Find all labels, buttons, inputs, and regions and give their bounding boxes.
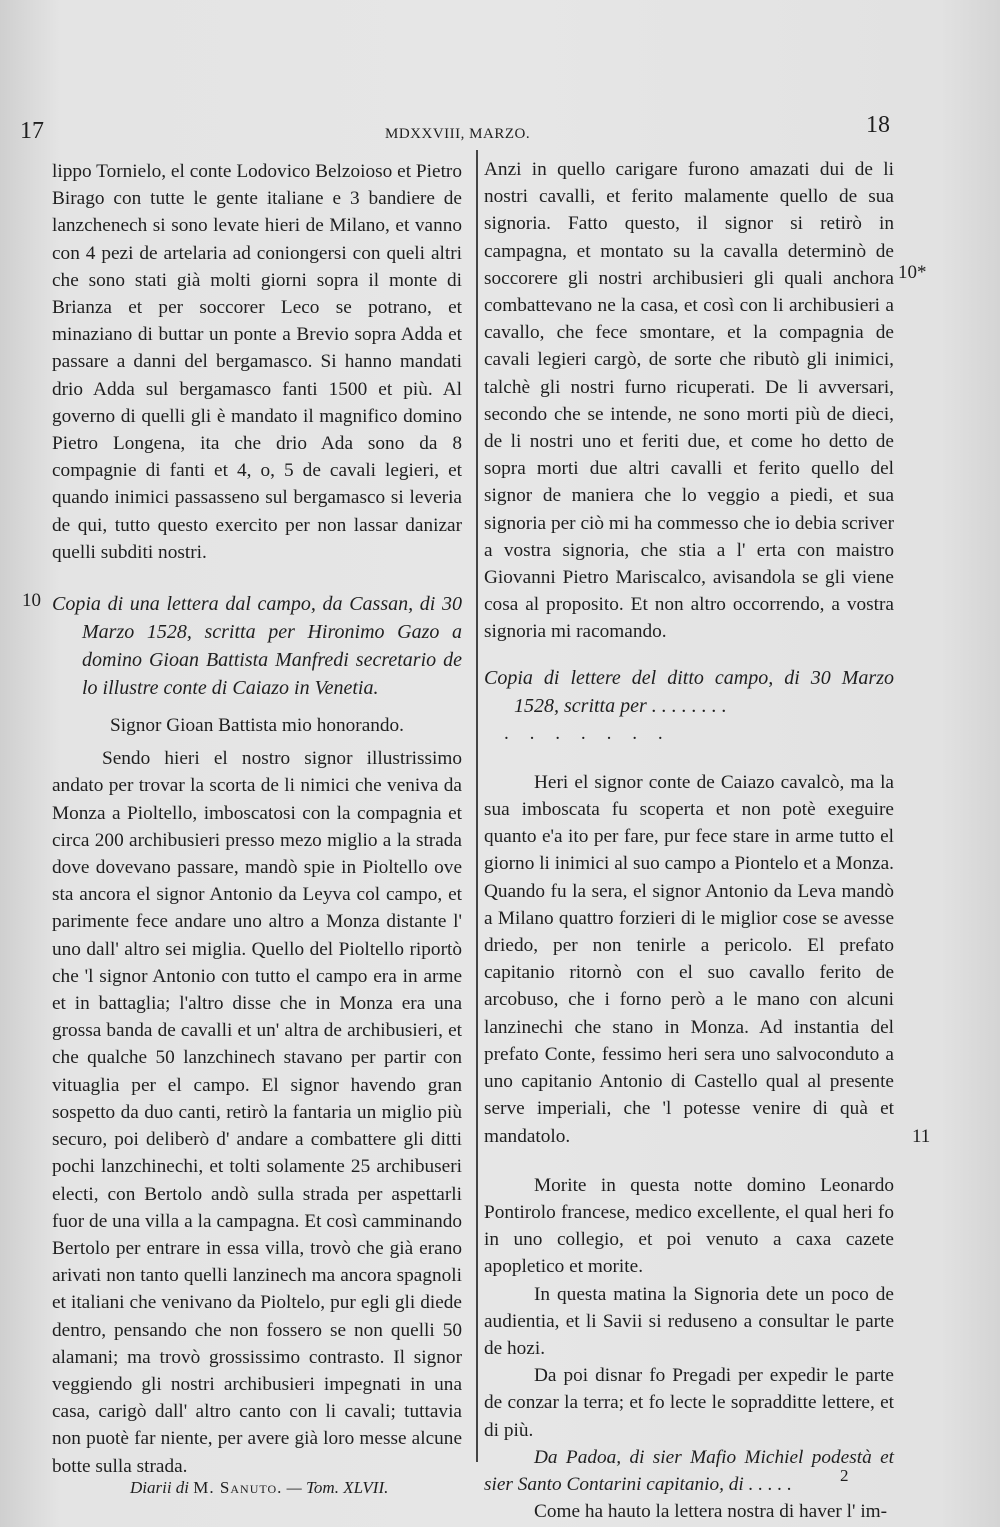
left-column (52, 158, 462, 1480)
footer-dash: — (286, 1478, 302, 1497)
paragraph: Anzi in quello carigare furono amazati dui de li nostri cavalli, et ferito malamente quello de sua signoria. Fatto questo, il signor si retirò in campagna, et montato su la cavalla determinò de soccorere gli nostri archibusieri gli quali anchora combattevano ne la casa, et così con li archibusieri a cavallo, che fece smontare, et la compagnia de cavali legieri cargò, de sorte che ributò gli inimici, talchè gli nostri furno ricuperati. De li avversari, secondo che se intende, ne sono morti più de dieci, de li nostri uno et feriti due, et come ho detto de sopra morti due altri cavalli et ferito quello del signor de maniera che lo veggio a piedi, et sua signoria per ciò mi ha commesso che io debia scriver a vostra signoria, che stia a l' erta con maistro Giovanni Pietro Mariscalco, avisandola se gli viene cosa al proposito. Et non altro occorrendo, a vostra signoria mi racomando. (484, 159, 894, 643)
letter-heading: Copia di lettere del ditto campo, di 30 Marzo 1528, scritta per . . . . . . . . (484, 666, 894, 717)
margin-number-right-11: 11 (912, 1126, 931, 1147)
salutation: Signor Gioan Battista mio honorando. (109, 715, 404, 737)
signature-mark: 2 (840, 1466, 849, 1485)
paragraph: Sendo hieri el nostro signor illustrissimo andato per trovar la scorta de li nimici che veniva da Monza a Pioltello, imboscatosi con la compagnia et circa 200 archibusieri presso mezo miglio a la strada dove dovevano passare, mandò spie in Pioltello ove sta ancora el signor Antonio da Leyva col campo, et parimente fece andare uno altro a Monza distante l' uno dall' altro sei miglia. Quello del Pioltello riportò che 'l signor Antonio con tutto el campo era in arme et in battaglia; l'altro disse che in Monza era una grossa banda de cavalli et un' altra de archibusieri, et che qualche 50 lanzchinech stavano per partir con vituaglia per el campo. El signor havendo gran sospetto da duo canti, retirò la fantaria un miglio più securo, poi deliberò d' andare a combattere gli ditti pochi lanzchinechi, et tolti solamente 25 archibuseri electi, con Bertolo andò sulla strada per aspettarli fuor de una villa a la campagna. Et così camminando Bertolo per entrare in essa villa, trovò che già erano arivati non tanto quelli lanzinech ma ancora spagnoli et italiani che venivano da Pioltelo, pur egli gli diede dentro, pensando che non fossero se non quelli 50 alamani; ma trovò grossissimo contrasto. Il signor veggiendo gli nostri archibusieri impegnati in una casa, carigò dall' altro canto con li cavali; tuttavia non puotè far niente, per avere già loro messe alcune botte sulla strada. (52, 748, 462, 1477)
footer-volume: Tom. XLVII. (306, 1478, 389, 1497)
paragraph: In questa matina la Signoria dete un poco de audientia, et li Savii si reduseno a consultar le parte de hozi. (484, 1283, 894, 1359)
footer-title: Diarii di (130, 1478, 190, 1497)
paragraph: lippo Tornielo, el conte Lodovico Belzoioso et Pietro Birago con tutte le gente italiane e 3 bandiere de lanzchenech si sono levate hieri de Milano, et vanno con 4 pezi de artelaria ad coniongersi con queli altri che sono stati già molti giorni sopra il monte di Brianza et per soccorer Leco se potrano, et minaziano di buttar un ponte a Brevio sopra Adda et passare a danni del bergamasco. Si hanno mandati drio Adda sul bergamasco fanti 1500 et più. Al governo di quelli gli è mandato il magnifico domino Pietro Longena, ita che drio Ada sono da 8 compagnie di fanti et 4, o, 5 de cavali legieri, et quando inimici passasseno sul bergamasco si leveria de qui, tutto questo exercito per non lassar danizar quelli subditi nostri. (52, 161, 462, 563)
margin-number-right-10: 10* (898, 262, 927, 283)
page-number-left: 17 (20, 118, 44, 144)
paragraph: Morite in questa notte domino Leonardo Pontirolo francese, medico excellente, el qual heri fo in uno collegio, et poi venuto a caxa cazete apopletico et morite. (484, 1174, 894, 1278)
column-divider (476, 150, 478, 1462)
heading-dots: . . . . . . . (504, 722, 671, 744)
footer-author: M. Sanuto. (193, 1478, 283, 1497)
paragraph: Da poi disnar fo Pregadi per expedir le parte de conzar la terra; et fo lecte le sopradditte lettere, et di più. (484, 1365, 894, 1441)
footer (130, 1478, 388, 1498)
right-column (484, 156, 894, 1525)
paragraph: Da Padoa, di sier Mafio Michiel podestà et sier Santo Contarini capitanio, di . . . . . (484, 1446, 894, 1495)
running-title: MDXXVIII, MARZO. (385, 126, 531, 142)
page-number-right: 18 (866, 112, 890, 138)
paragraph: Come ha hauto la lettera nostra di haver l' im- (534, 1501, 888, 1523)
paragraph: Heri el signor conte de Caiazo cavalcò, ma la sua imboscata fu scoperta et non potè exeguire quanto e'a ito per fare, pur fece stare in arme tutto el giorno li inimici al suo campo a Piontelo et a Monza. Quando fu la sera, el signor Antonio da Leva mandò a Milano quattro forzieri di le miglior cose se avesse driedo, per non tenirle a pericolo. El prefato capitanio ritornò con el suo cavallo ferito de arcobuso, che i forno però a le mano con alcuni lanzinechi che stano in Monza. Ad instantia del prefato Conte, fessimo heri sera uno salvoconduto a uno capitanio Antonio di Castello qual al presente serve imperiali, che 'l potesse venire di quà et mandatolo. (484, 771, 894, 1147)
margin-number-left: 10 (22, 590, 41, 611)
letter-heading: Copia di una lettera dal campo, da Cassan, di 30 Marzo 1528, scritta per Hironimo Gazo a domino Gioan Battista Manfredi secretario de lo illustre conte di Caiazo in Venetia. (52, 593, 462, 700)
